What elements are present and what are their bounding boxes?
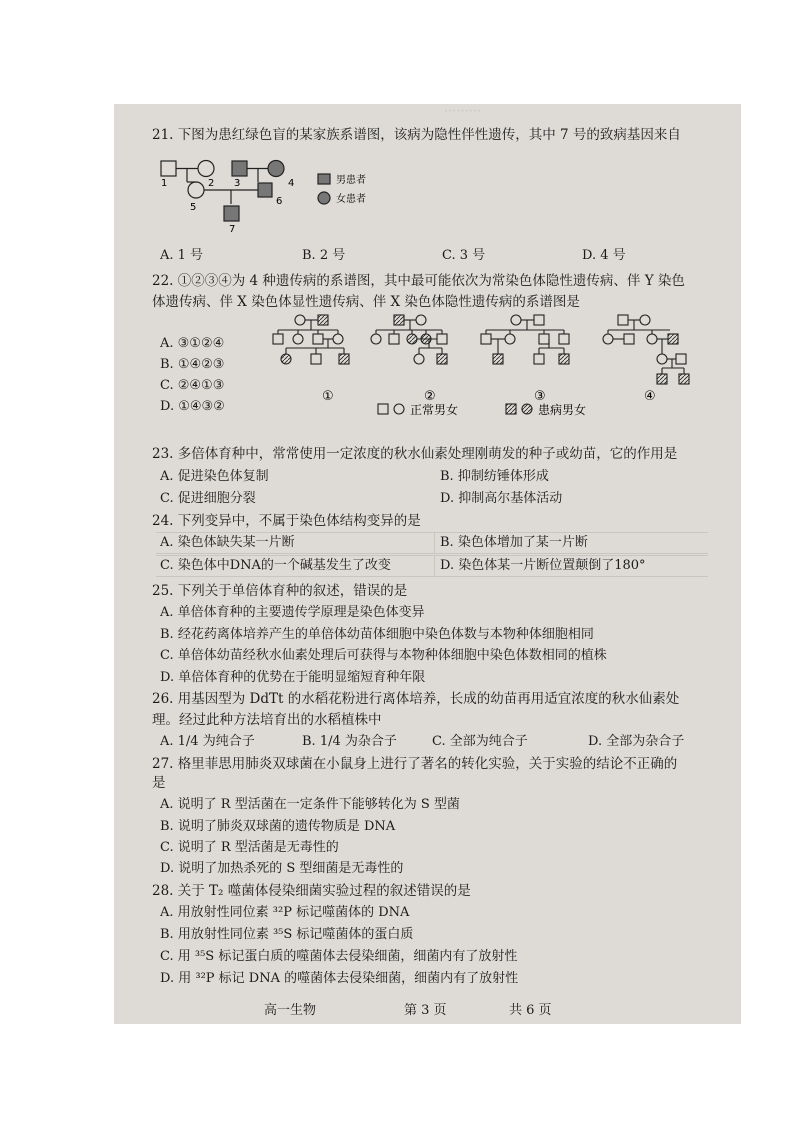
q25-stem: 25. 下列关于单倍体育种的叙述，错误的是 (152, 583, 408, 599)
exam-page (114, 104, 741, 1024)
q25-option-c: C. 单倍体幼苗经秋水仙素处理后可获得与本物种体细胞中染色体数相同的植株 (160, 648, 607, 663)
q21-option-d: D. 4 号 (582, 248, 626, 263)
q27-stem-line1: 27. 格里菲思用肺炎双球菌在小鼠身上进行了著名的转化实验，关于实验的结论不正确的 (152, 756, 678, 772)
id-label: 2 (208, 178, 215, 189)
q27-option-d: D. 说明了加热杀死的 S 型细菌是无毒性的 (160, 861, 404, 876)
pedigree-affected-male-3 (232, 161, 247, 176)
q25-option-d: D. 单倍体育种的优势在于能明显缩短育种年限 (160, 670, 426, 685)
pedigree-female-2 (198, 161, 214, 177)
q26-option-b: B. 1/4 为杂合子 (302, 734, 397, 749)
q24-option-d: D. 染色体某一片断位置颠倒了180° (440, 558, 646, 573)
id-label: 1 (161, 178, 168, 189)
q21-option-a: A. 1 号 (160, 248, 204, 263)
q22-option-b: B. ①④②③ (160, 357, 225, 372)
q27-option-c: C. 说明了 R 型活菌是无毒性的 (160, 840, 339, 855)
legend-male-patient: 男患者 (336, 175, 366, 186)
legend-affected: 患病男女 (538, 403, 587, 417)
q24-row-2 (156, 555, 708, 577)
pedigree-male-1 (161, 161, 176, 176)
q25-option-a: A. 单倍体育种的主要遗传学原理是染色体变异 (160, 605, 425, 620)
q23-option-b: B. 抑制纺锤体形成 (440, 469, 549, 484)
pedigree-affected-female-4 (268, 161, 284, 177)
pedigree-label-3: ③ (534, 389, 546, 404)
q23-stem: 23. 多倍体育种中，常常使用一定浓度的秋水仙素处理刚萌发的种子或幼苗，它的作用是 (152, 446, 678, 462)
q25-option-b: B. 经花药离体培养产生的单倍体幼苗体细胞中染色体数与本物种体细胞相同 (160, 627, 594, 642)
q24-option-c: C. 染色体中DNA的一个碱基发生了改变 (160, 558, 391, 573)
bleed-through-text: ········· (444, 104, 482, 119)
pedigree-4 (603, 315, 689, 384)
q22-stem-line1: 22. ①②③④为 4 种遗传病的系谱图，其中最可能依次为常染色体隐性遗传病、伴 Y 染色 (152, 273, 685, 289)
q23-option-c: C. 促进细胞分裂 (160, 491, 256, 506)
footer-subject: 高一生物 (264, 1003, 317, 1018)
id-label: 6 (276, 196, 283, 207)
q21-option-c: C. 3 号 (442, 248, 486, 263)
id-label: 3 (234, 178, 241, 189)
q26-option-c: C. 全部为纯合子 (432, 734, 528, 749)
legend-female-patient: 女患者 (336, 194, 366, 205)
pedigree-label-1: ① (322, 389, 334, 404)
q27-option-b: B. 说明了肺炎双球菌的遗传物质是 DNA (160, 819, 396, 834)
q27-option-a: A. 说明了 R 型活菌在一定条件下能够转化为 S 型菌 (160, 797, 460, 812)
pedigree-1 (273, 315, 349, 364)
q26-option-a: A. 1/4 为纯合子 (160, 734, 255, 749)
q22-option-c: C. ②④①③ (160, 378, 225, 393)
q24-row-1 (156, 532, 708, 554)
q27-stem-line2: 是 (152, 775, 166, 791)
q28-option-a: A. 用放射性同位素 ³²P 标记噬菌体的 DNA (160, 905, 410, 920)
pedigree-2 (371, 315, 447, 364)
footer-total: 共 6 页 (509, 1003, 552, 1018)
q28-option-d: D. 用 ³²P 标记 DNA 的噬菌体去侵染细菌，细菌内有了放射性 (160, 971, 519, 986)
pedigree-female-5 (188, 182, 204, 198)
q24-option-b: B. 染色体增加了某一片断 (440, 535, 588, 550)
q28-option-b: B. 用放射性同位素 ³⁵S 标记噬菌体的蛋白质 (160, 927, 414, 942)
q22-option-d: D. ①④③② (160, 399, 225, 414)
q22-option-a: A. ③①②④ (160, 336, 225, 351)
id-label: 7 (229, 224, 236, 235)
q28-option-c: C. 用 ³⁵S 标记蛋白质的噬菌体去侵染细菌，细菌内有了放射性 (160, 949, 518, 964)
q23-option-a: A. 促进染色体复制 (160, 469, 269, 484)
legend-normal: 正常男女 (410, 403, 459, 417)
q22-stem-line2: 体遗传病、伴 X 染色体显性遗传病、伴 X 染色体隐性遗传病的系谱图是 (152, 294, 580, 310)
q24-option-a: A. 染色体缺失某一片断 (160, 535, 295, 550)
pedigree-label-2: ② (424, 389, 436, 404)
q28-stem: 28. 关于 T₂ 噬菌体侵染细菌实验过程的叙述错误的是 (152, 883, 471, 899)
pedigree-label-4: ④ (644, 389, 656, 404)
pedigree-affected-male-6 (258, 183, 272, 197)
q21-option-b: B. 2 号 (302, 248, 346, 263)
q22-pedigrees (264, 312, 724, 417)
q26-option-d: D. 全部为杂合子 (588, 734, 685, 749)
pedigree-3 (481, 315, 569, 364)
q26-stem-line2: 理。经过此种方法培育出的水稻植株中 (152, 712, 382, 728)
q21-pedigree (158, 156, 418, 236)
q26-stem-line1: 26. 用基因型为 DdTt 的水稻花粉进行离体培养，长成的幼苗再用适宜浓度的秋水仙素处 (152, 691, 680, 707)
q21-stem: 21. 下图为患红绿色盲的某家族系谱图，该病为隐性伴性遗传，其中 7 号的致病基因来自 (152, 127, 681, 143)
id-label: 5 (190, 202, 197, 213)
q24-stem: 24. 下列变异中，不属于染色体结构变异的是 (152, 513, 421, 529)
footer-page: 第 3 页 (404, 1003, 447, 1018)
q23-option-d: D. 抑制高尔基体活动 (440, 491, 563, 506)
id-label: 4 (288, 178, 295, 189)
pedigree-affected-male-7 (224, 206, 239, 221)
